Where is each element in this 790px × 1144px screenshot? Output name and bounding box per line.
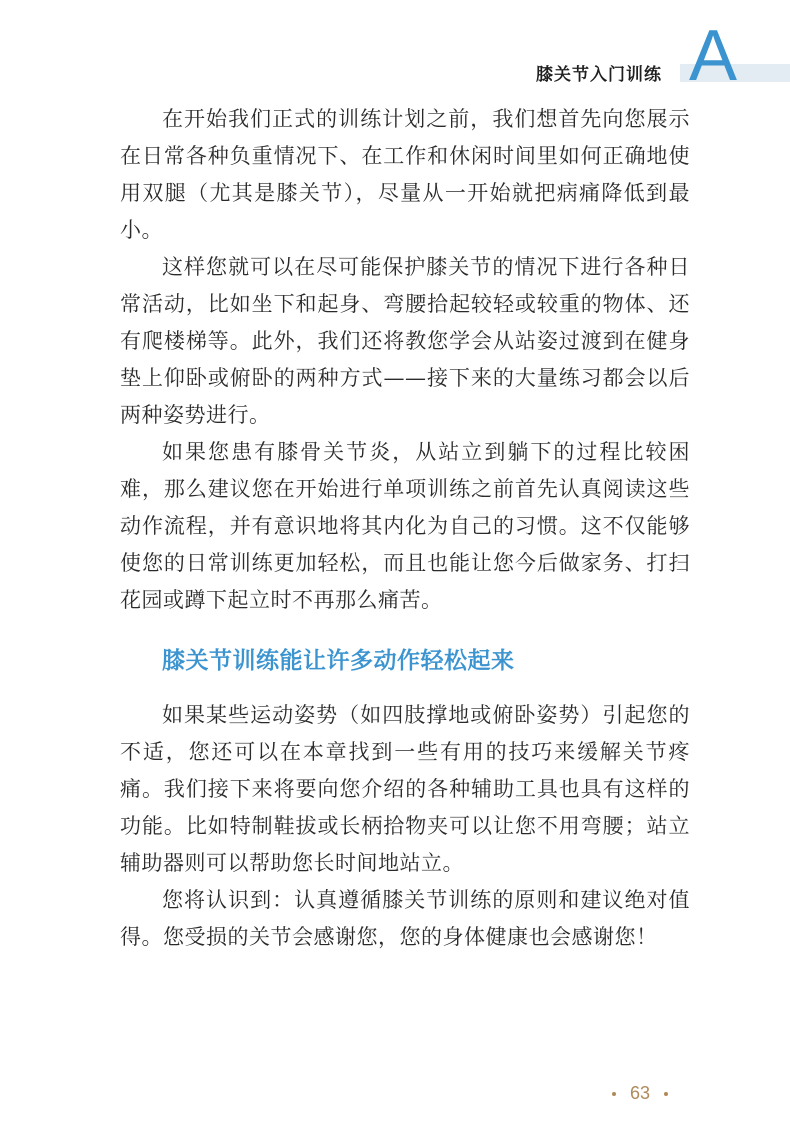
page-number: 63 bbox=[630, 1083, 651, 1103]
running-header-title: 膝关节入门训练 bbox=[536, 65, 662, 85]
body-paragraph: 如果某些运动姿势（如四肢撑地或俯卧姿势）引起您的不适，您还可以在本章找到一些有用的技巧来缓解关节疼痛。我们接下来将要向您介绍的各种辅助工具也具有这样的功能。比如特制鞋拔或长柄拾物夹可以让您不用弯腰；站立辅助器则可以帮助您长时间地站立。 bbox=[120, 703, 690, 875]
section-heading: 膝关节训练能让许多动作轻松起来 bbox=[162, 648, 515, 674]
chapter-letter: A bbox=[689, 16, 738, 96]
body-paragraph: 如果您患有膝骨关节炎，从站立到躺下的过程比较困难，那么建议您在开始进行单项训练之前首先认真阅读这些动作流程，并有意识地将其内化为自己的习惯。这不仅能够使您的日常训练更加轻松，而且也能让您今后做家务、打扫花园或蹲下起立时不再那么痛苦。 bbox=[120, 440, 690, 612]
footer-dot-left bbox=[612, 1092, 616, 1096]
page-footer bbox=[612, 1083, 668, 1104]
page-content bbox=[120, 101, 690, 956]
body-paragraph: 您将认识到：认真遵循膝关节训练的原则和建议绝对值得。您受损的关节会感谢您，您的身体健康也会感谢您！ bbox=[120, 888, 690, 949]
body-paragraph: 在开始我们正式的训练计划之前，我们想首先向您展示在日常各种负重情况下、在工作和休闲时间里如何正确地使用双腿（尤其是膝关节），尽量从一开始就把病痛降低到最小。 bbox=[120, 107, 690, 242]
body-paragraph: 这样您就可以在尽可能保护膝关节的情况下进行各种日常活动，比如坐下和起身、弯腰拾起较轻或较重的物体、还有爬楼梯等。此外，我们还将教您学会从站姿过渡到在健身垫上仰卧或俯卧的两种方式——接下来的大量练习都会以后两种姿势进行。 bbox=[120, 255, 690, 427]
footer-dot-right bbox=[664, 1092, 668, 1096]
